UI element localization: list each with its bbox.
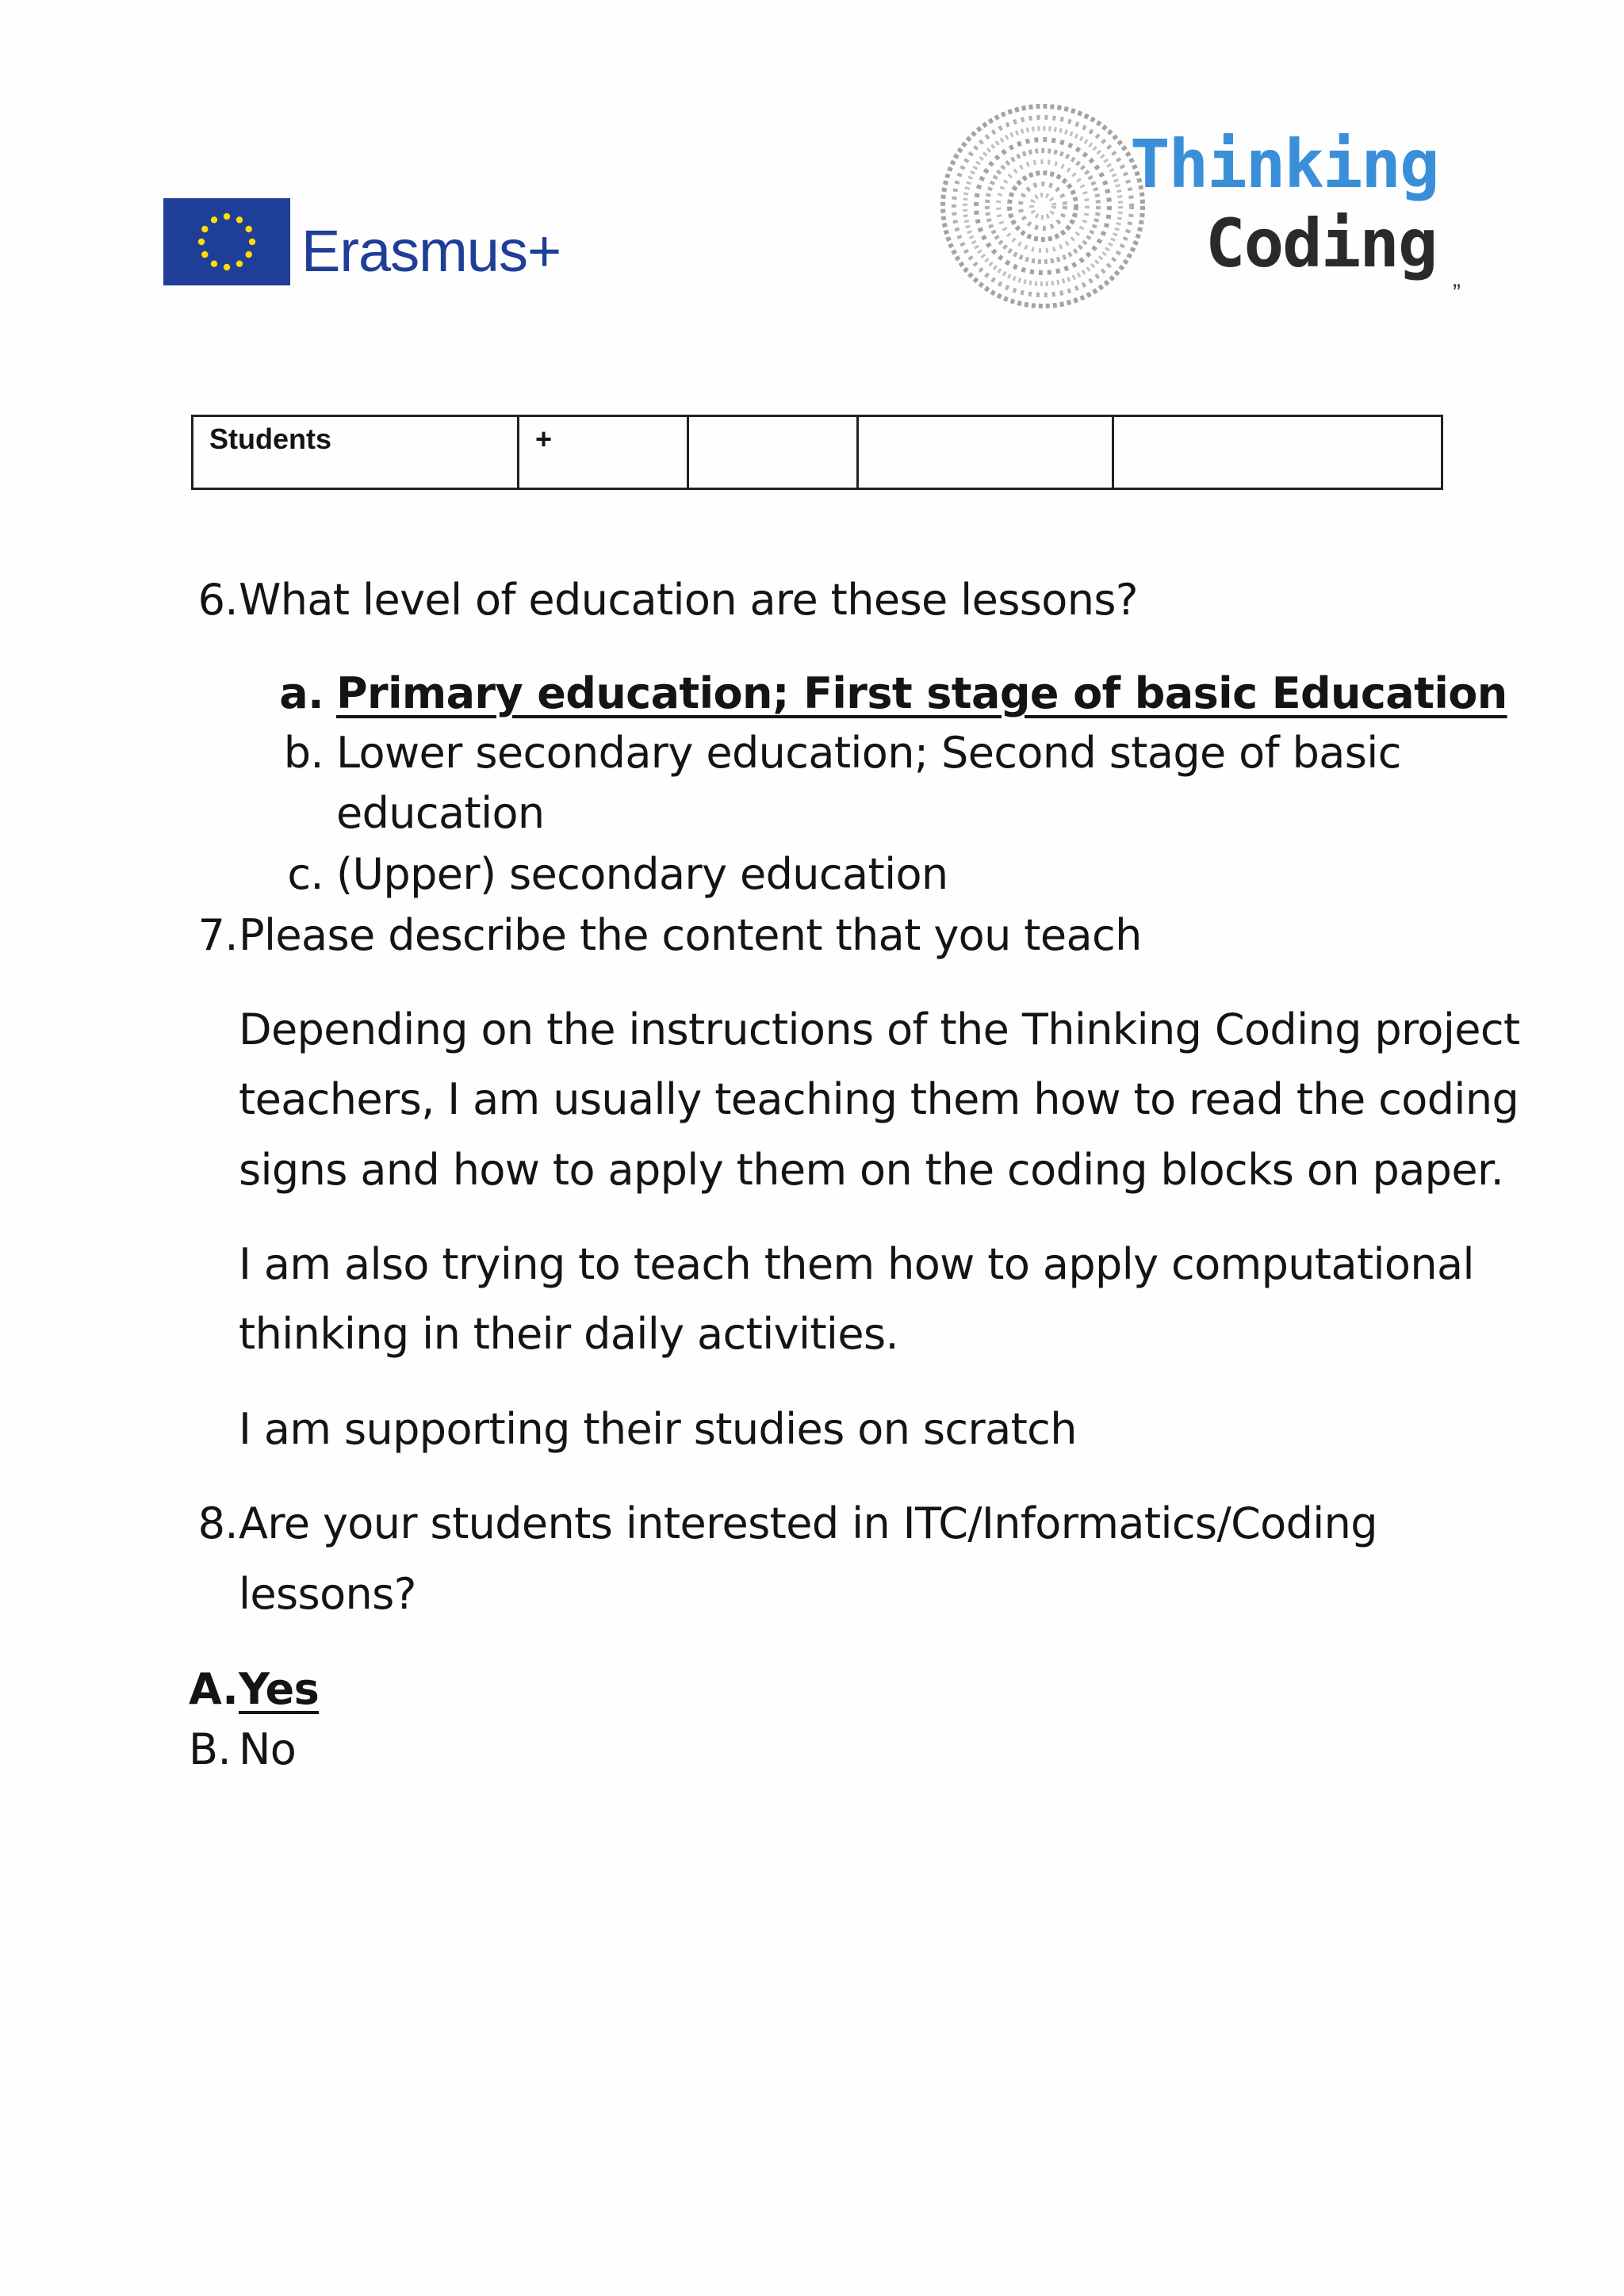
answer-line: thinking in their daily activities. bbox=[239, 1309, 899, 1359]
project-logo-thinking: Thinking bbox=[1130, 125, 1438, 203]
question-6-text: What level of education are these lessons? bbox=[239, 575, 1138, 625]
option-letter: c. bbox=[287, 849, 324, 899]
eu-star-icon bbox=[246, 251, 252, 258]
question-number: 8. bbox=[197, 1498, 238, 1548]
table-cell-plus: + bbox=[519, 416, 688, 489]
eu-stars-icon bbox=[163, 198, 290, 285]
option-letter: a. bbox=[279, 668, 324, 718]
eu-star-icon bbox=[198, 239, 205, 245]
question-number: 6. bbox=[197, 575, 238, 625]
binary-ring-icon bbox=[987, 151, 1098, 262]
question-7-text: Please describe the content that you teach bbox=[239, 910, 1142, 960]
corner-mark: ” bbox=[1453, 280, 1461, 306]
eu-star-icon bbox=[224, 264, 230, 270]
binary-circle-logo-icon bbox=[928, 99, 1158, 313]
table-cell-empty bbox=[688, 416, 858, 489]
question-8-text: Are your students interested in ITC/Informatics/Coding bbox=[239, 1498, 1377, 1548]
answer-line: Depending on the instructions of the Thinking Coding project bbox=[239, 1004, 1520, 1054]
eu-star-icon bbox=[201, 251, 208, 258]
binary-ring-icon bbox=[1032, 195, 1054, 217]
option-yes-selected: Yes bbox=[239, 1664, 320, 1714]
option-letter: b. bbox=[283, 728, 324, 778]
eu-star-icon bbox=[224, 213, 230, 220]
project-logo-coding: Coding bbox=[1205, 205, 1437, 282]
table-row bbox=[193, 416, 1442, 489]
option-primary-education-selected: Primary education; First stage of basic Education bbox=[336, 668, 1507, 718]
students-table bbox=[191, 415, 1443, 490]
eu-star-icon bbox=[201, 226, 208, 232]
binary-ring-icon bbox=[943, 106, 1143, 306]
answer-line: I am supporting their studies on scratch bbox=[239, 1404, 1077, 1454]
eu-flag-logo bbox=[163, 198, 290, 285]
option-letter: A. bbox=[189, 1664, 239, 1714]
question-8-text-cont: lessons? bbox=[239, 1569, 416, 1619]
eu-star-icon bbox=[211, 261, 217, 267]
eu-star-icon bbox=[249, 239, 255, 245]
binary-ring-icon bbox=[1021, 184, 1065, 228]
option-upper-secondary: (Upper) secondary education bbox=[336, 849, 948, 899]
eu-star-icon bbox=[236, 261, 243, 267]
answer-line: I am also trying to teach them how to apply computational bbox=[239, 1239, 1474, 1289]
answer-line: signs and how to apply them on the coding blocks on paper. bbox=[239, 1145, 1504, 1195]
eu-star-icon bbox=[211, 216, 217, 223]
eu-star-icon bbox=[246, 226, 252, 232]
table-cell-students: Students bbox=[193, 416, 519, 489]
table-cell-empty bbox=[1113, 416, 1442, 489]
option-letter: B. bbox=[189, 1724, 232, 1774]
option-lower-secondary-cont: education bbox=[336, 788, 545, 838]
option-lower-secondary: Lower secondary education; Second stage of basic bbox=[336, 728, 1401, 778]
question-number: 7. bbox=[197, 910, 238, 960]
table-cell-empty bbox=[858, 416, 1113, 489]
answer-line: teachers, I am usually teaching them how to read the coding bbox=[239, 1074, 1519, 1124]
option-no: No bbox=[239, 1724, 297, 1774]
eu-star-icon bbox=[236, 216, 243, 223]
binary-ring-icon bbox=[954, 117, 1132, 295]
erasmus-logo-text: Erasmus+ bbox=[301, 218, 561, 284]
